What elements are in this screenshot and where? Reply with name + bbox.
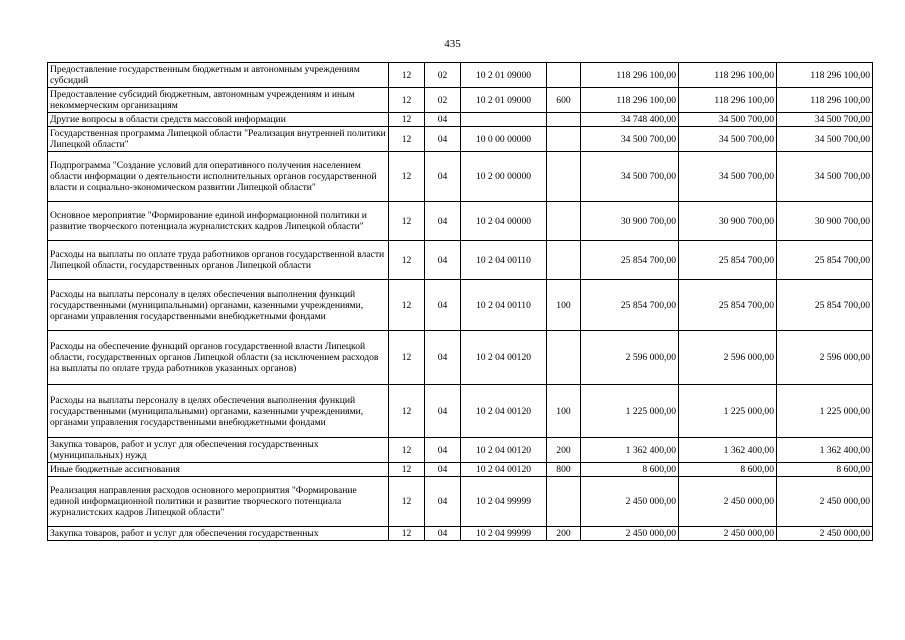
- row-subsection: 04: [425, 438, 461, 463]
- row-name: Подпрограмма "Создание условий для оперативного получения населением области информации о деятельности исполнительных органов государственной власти и социально-экономическом развитии Липецкой области": [48, 152, 389, 202]
- table-row: [48, 477, 873, 527]
- row-amount-1: 2 450 000,00: [581, 477, 679, 527]
- table-body: [48, 63, 873, 541]
- row-target-code: 10 2 04 00120: [461, 331, 547, 385]
- row-section: 12: [389, 438, 425, 463]
- row-amount-3: 30 900 700,00: [777, 202, 873, 241]
- row-target-code: 10 2 00 00000: [461, 152, 547, 202]
- row-subsection: 02: [425, 88, 461, 113]
- row-target-code: [461, 113, 547, 127]
- table-row: [48, 463, 873, 477]
- row-amount-2: 118 296 100,00: [679, 63, 777, 88]
- row-amount-1: 2 596 000,00: [581, 331, 679, 385]
- page-number: 435: [444, 38, 461, 50]
- row-amount-3: 2 596 000,00: [777, 331, 873, 385]
- row-amount-3: 34 500 700,00: [777, 152, 873, 202]
- row-subsection: 04: [425, 331, 461, 385]
- row-amount-3: 1 225 000,00: [777, 385, 873, 438]
- row-amount-3: 25 854 700,00: [777, 280, 873, 331]
- row-section: 12: [389, 63, 425, 88]
- row-amount-3: 34 500 700,00: [777, 113, 873, 127]
- row-subsection: 04: [425, 477, 461, 527]
- row-amount-2: 34 500 700,00: [679, 152, 777, 202]
- row-subsection: 02: [425, 63, 461, 88]
- row-subsection: 04: [425, 202, 461, 241]
- row-name: Расходы на выплаты персоналу в целях обеспечения выполнения функций государственными (муниципальными) органами, казенными учреждениями, органами управления государственными внебюджетными фондами: [48, 280, 389, 331]
- row-amount-1: 8 600,00: [581, 463, 679, 477]
- table-row: [48, 152, 873, 202]
- row-amount-2: 1 225 000,00: [679, 385, 777, 438]
- row-name: Государственная программа Липецкой области "Реализация внутренней политики Липецкой области": [48, 127, 389, 152]
- row-amount-1: 34 748 400,00: [581, 113, 679, 127]
- row-amount-2: 2 450 000,00: [679, 527, 777, 541]
- row-amount-3: 1 362 400,00: [777, 438, 873, 463]
- row-amount-3: 118 296 100,00: [777, 63, 873, 88]
- table-row: [48, 438, 873, 463]
- row-expense-type: [547, 477, 581, 527]
- row-expense-type: [547, 202, 581, 241]
- row-target-code: 10 2 04 00120: [461, 438, 547, 463]
- row-name: Закупка товаров, работ и услуг для обеспечения государственных (муниципальных) нужд: [48, 438, 389, 463]
- row-amount-1: 34 500 700,00: [581, 152, 679, 202]
- row-amount-2: 8 600,00: [679, 463, 777, 477]
- table-row: [48, 202, 873, 241]
- row-name: Закупка товаров, работ и услуг для обеспечения государственных: [48, 527, 389, 541]
- row-section: 12: [389, 385, 425, 438]
- row-target-code: 10 0 00 00000: [461, 127, 547, 152]
- row-section: 12: [389, 280, 425, 331]
- row-target-code: 10 2 04 00120: [461, 463, 547, 477]
- row-amount-1: 2 450 000,00: [581, 527, 679, 541]
- row-expense-type: [547, 113, 581, 127]
- row-subsection: 04: [425, 527, 461, 541]
- row-subsection: 04: [425, 241, 461, 280]
- table-row: [48, 88, 873, 113]
- row-target-code: 10 2 04 99999: [461, 527, 547, 541]
- row-section: 12: [389, 202, 425, 241]
- row-section: 12: [389, 527, 425, 541]
- row-target-code: 10 2 01 09000: [461, 63, 547, 88]
- row-amount-2: 2 450 000,00: [679, 477, 777, 527]
- row-subsection: 04: [425, 127, 461, 152]
- table-row: [48, 527, 873, 541]
- row-expense-type: 100: [547, 385, 581, 438]
- row-amount-1: 25 854 700,00: [581, 280, 679, 331]
- row-expense-type: [547, 152, 581, 202]
- row-amount-3: 25 854 700,00: [777, 241, 873, 280]
- row-section: 12: [389, 477, 425, 527]
- row-section: 12: [389, 127, 425, 152]
- budget-table: [47, 62, 873, 541]
- row-name: Расходы на выплаты по оплате труда работников органов государственной власти Липецкой области, государственных органов Липецкой области: [48, 241, 389, 280]
- row-section: 12: [389, 463, 425, 477]
- row-amount-3: 2 450 000,00: [777, 527, 873, 541]
- table-row: [48, 385, 873, 438]
- row-name: Основное мероприятие "Формирование единой информационной политики и развитие творческого потенциала журналистских кадров Липецкой области": [48, 202, 389, 241]
- row-expense-type: [547, 241, 581, 280]
- row-name: Другие вопросы в области средств массовой информации: [48, 113, 389, 127]
- row-subsection: 04: [425, 463, 461, 477]
- row-amount-2: 34 500 700,00: [679, 127, 777, 152]
- row-section: 12: [389, 113, 425, 127]
- row-amount-2: 2 596 000,00: [679, 331, 777, 385]
- row-expense-type: [547, 331, 581, 385]
- row-subsection: 04: [425, 113, 461, 127]
- row-expense-type: 100: [547, 280, 581, 331]
- row-amount-2: 30 900 700,00: [679, 202, 777, 241]
- row-name: Расходы на выплаты персоналу в целях обеспечения выполнения функций государственными (муниципальными) органами, казенными учреждениями, органами управления государственными внебюджетными фондами: [48, 385, 389, 438]
- row-expense-type: 200: [547, 527, 581, 541]
- row-amount-2: 25 854 700,00: [679, 241, 777, 280]
- row-amount-2: 34 500 700,00: [679, 113, 777, 127]
- row-target-code: 10 2 04 00110: [461, 280, 547, 331]
- row-subsection: 04: [425, 280, 461, 331]
- row-target-code: 10 2 04 00000: [461, 202, 547, 241]
- row-amount-1: 118 296 100,00: [581, 88, 679, 113]
- row-subsection: 04: [425, 152, 461, 202]
- row-name: Предоставление государственным бюджетным и автономным учреждениям субсидий: [48, 63, 389, 88]
- row-amount-1: 30 900 700,00: [581, 202, 679, 241]
- row-amount-3: 34 500 700,00: [777, 127, 873, 152]
- row-expense-type: [547, 63, 581, 88]
- row-expense-type: 800: [547, 463, 581, 477]
- row-amount-1: 1 362 400,00: [581, 438, 679, 463]
- row-name: Иные бюджетные ассигнования: [48, 463, 389, 477]
- row-amount-3: 8 600,00: [777, 463, 873, 477]
- row-name: Реализация направления расходов основного мероприятия "Формирование единой информационной политики и развитие творческого потенциала журналистских кадров Липецкой области": [48, 477, 389, 527]
- row-amount-2: 118 296 100,00: [679, 88, 777, 113]
- row-target-code: 10 2 01 09000: [461, 88, 547, 113]
- table-row: [48, 280, 873, 331]
- row-name: Расходы на обеспечение функций органов государственной власти Липецкой области, государственных органов Липецкой области (за исключением расходов на выплаты по оплате труда работников указанных органов): [48, 331, 389, 385]
- row-expense-type: 600: [547, 88, 581, 113]
- row-amount-1: 1 225 000,00: [581, 385, 679, 438]
- row-section: 12: [389, 152, 425, 202]
- row-target-code: 10 2 04 00120: [461, 385, 547, 438]
- row-amount-2: 1 362 400,00: [679, 438, 777, 463]
- table-row: [48, 113, 873, 127]
- row-amount-3: 2 450 000,00: [777, 477, 873, 527]
- row-amount-3: 118 296 100,00: [777, 88, 873, 113]
- table-row: [48, 63, 873, 88]
- row-amount-2: 25 854 700,00: [679, 280, 777, 331]
- table-row: [48, 331, 873, 385]
- row-expense-type: 200: [547, 438, 581, 463]
- row-amount-1: 25 854 700,00: [581, 241, 679, 280]
- row-amount-1: 118 296 100,00: [581, 63, 679, 88]
- table-row: [48, 241, 873, 280]
- table-row: [48, 127, 873, 152]
- row-target-code: 10 2 04 00110: [461, 241, 547, 280]
- row-section: 12: [389, 331, 425, 385]
- row-expense-type: [547, 127, 581, 152]
- row-section: 12: [389, 241, 425, 280]
- row-target-code: 10 2 04 99999: [461, 477, 547, 527]
- row-subsection: 04: [425, 385, 461, 438]
- row-amount-1: 34 500 700,00: [581, 127, 679, 152]
- row-section: 12: [389, 88, 425, 113]
- row-name: Предоставление субсидий бюджетным, автономным учреждениям и иным некоммерческим организациям: [48, 88, 389, 113]
